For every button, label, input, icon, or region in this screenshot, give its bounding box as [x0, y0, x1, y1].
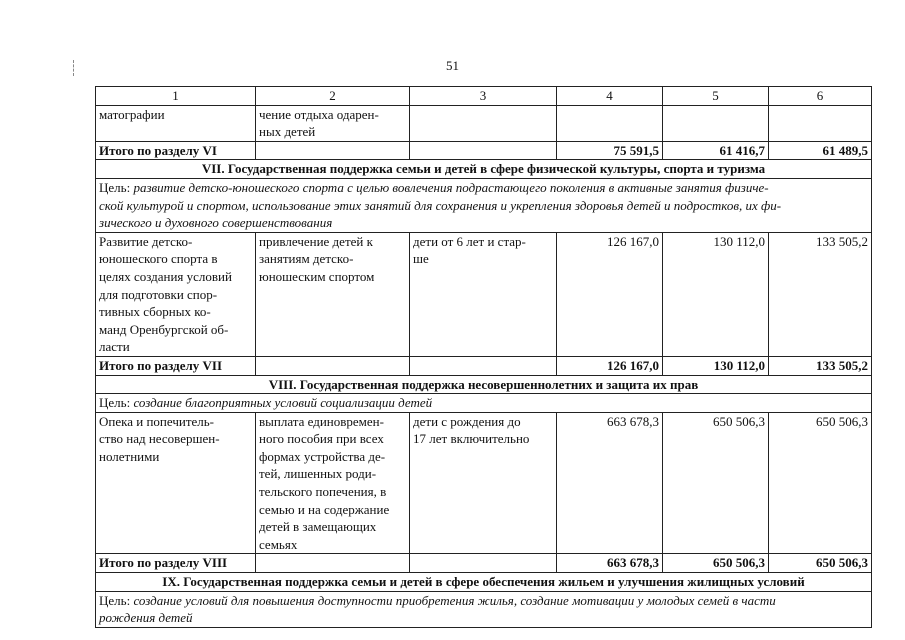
goal-row [96, 178, 872, 232]
empty-cell [256, 554, 410, 573]
empty-cell [256, 141, 410, 160]
section-title: VII. Государственная поддержка семьи и детей в сфере физической культуры, спорта и туризма [96, 160, 872, 179]
total-value: 75 591,5 [557, 141, 663, 160]
empty-cell [410, 554, 557, 573]
total-value: 663 678,3 [557, 554, 663, 573]
goal-label: Цель: [99, 395, 131, 411]
value-cell: 130 112,0 [663, 232, 769, 356]
section-header-row [96, 160, 872, 179]
column-header: 1 [96, 87, 256, 106]
goal-text: развитие детско-юношеского спорта с целью вовлечения подрастающего поколения в активные занятия физиче- ской культурой и спортом, использование этих занятий для сохранения и укрепления здоровья детей и подростков, их фи- зического и духовного совершенствования [99, 179, 782, 231]
goal-label: Цель: [99, 592, 131, 608]
total-label: Итого по разделу VI [96, 141, 256, 160]
table-row [96, 412, 872, 554]
goal-cell [96, 394, 872, 413]
goal-cell [96, 178, 872, 232]
budget-table [95, 86, 872, 628]
total-value: 133 505,2 [769, 356, 872, 375]
value-cell: 650 506,3 [769, 412, 872, 554]
recipients-cell [410, 105, 557, 141]
value-cell: 663 678,3 [557, 412, 663, 554]
section-title: IX. Государственная поддержка семьи и детей в сфере обеспечения жильем и улучшения жилищных условий [96, 573, 872, 592]
section-header-row [96, 375, 872, 394]
measure-cell: Опека и попечитель- ство над несовершен- нолетними [96, 412, 256, 554]
goal-row [96, 394, 872, 413]
margin-mark [73, 60, 75, 76]
goal-text: создание условий для повышения доступности приобретения жилья, создание мотивации у молодых семей в части рождения детей [99, 592, 776, 626]
total-row [96, 356, 872, 375]
column-header: 4 [557, 87, 663, 106]
value-cell: 133 505,2 [769, 232, 872, 356]
value-cell [557, 105, 663, 141]
activity-cell: выплата единовремен- ного пособия при всех формах устройства де- тей, лишенных роди- тельского попечения, в семью и на содержание детей в замещающих семьях [256, 412, 410, 554]
table-header-row [96, 87, 872, 106]
total-value: 650 506,3 [663, 554, 769, 573]
column-header: 6 [769, 87, 872, 106]
measure-cell: Развитие детско- юношеского спорта в целях создания условий для подготовки спор- тивных сборных ко- манд Оренбургской об- ласти [96, 232, 256, 356]
empty-cell [256, 356, 410, 375]
empty-cell [410, 356, 557, 375]
total-value: 126 167,0 [557, 356, 663, 375]
table-row [96, 232, 872, 356]
value-cell [769, 105, 872, 141]
recipients-cell: дети с рождения до 17 лет включительно [410, 412, 557, 554]
column-header: 2 [256, 87, 410, 106]
activity-cell: привлечение детей к занятиям детско- юношеским спортом [256, 232, 410, 356]
table-row [96, 105, 872, 141]
value-cell: 650 506,3 [663, 412, 769, 554]
total-label: Итого по разделу VII [96, 356, 256, 375]
total-row [96, 141, 872, 160]
activity-cell: чение отдыха одарен- ных детей [256, 105, 410, 141]
section-title: VIII. Государственная поддержка несовершеннолетних и защита их прав [96, 375, 872, 394]
page-number: 51 [446, 58, 459, 73]
column-header: 3 [410, 87, 557, 106]
section-header-row [96, 573, 872, 592]
total-label: Итого по разделу VIII [96, 554, 256, 573]
total-row [96, 554, 872, 573]
recipients-cell: дети от 6 лет и стар- ше [410, 232, 557, 356]
total-value: 130 112,0 [663, 356, 769, 375]
goal-text: создание благоприятных условий социализации детей [133, 395, 433, 411]
total-value: 61 489,5 [769, 141, 872, 160]
goal-cell [96, 591, 872, 627]
goal-row [96, 591, 872, 627]
empty-cell [410, 141, 557, 160]
value-cell: 126 167,0 [557, 232, 663, 356]
value-cell [663, 105, 769, 141]
column-header: 5 [663, 87, 769, 106]
measure-cell: матографии [96, 105, 256, 141]
total-value: 650 506,3 [769, 554, 872, 573]
goal-label: Цель: [99, 179, 131, 195]
total-value: 61 416,7 [663, 141, 769, 160]
